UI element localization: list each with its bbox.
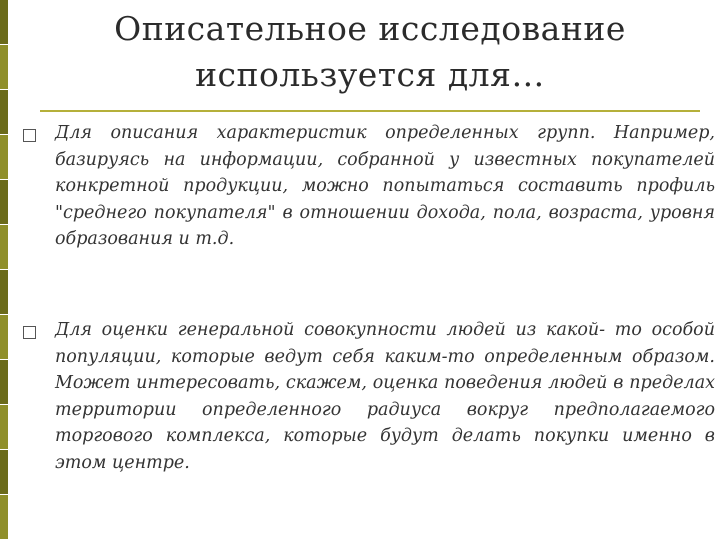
sidebar-segment	[0, 270, 8, 315]
sidebar-segment	[0, 180, 8, 225]
bullet-text: Для оценки генеральной совокупности людей из какой- то особой популяции, которые ведут себя каким-то определенным образом. Может интересовать, скажем, оценка поведения людей в пределах территории определенного радиуса вокруг предполагаемого торгового комплекса, которые будут делать покупки именно в этом центре.	[55, 320, 715, 473]
sidebar-segment	[0, 225, 8, 270]
bullet-text: Для описания характеристик определенных групп. Например, базируясь на информации, собранной у известных покупателей конкретной продукции, можно попытаться составить профиль "среднего покупателя" в отношении дохода, пола, возраста, уровня образования и т.д.	[55, 123, 715, 249]
slide-title: Описательное исследование используется для…	[114, 9, 626, 94]
sidebar-segment	[0, 315, 8, 360]
sidebar-segment	[0, 45, 8, 90]
decorative-sidebar	[0, 0, 8, 540]
sidebar-segment	[0, 135, 8, 180]
hollow-square-icon	[23, 129, 36, 142]
sidebar-segment	[0, 495, 8, 540]
sidebar-segment	[0, 90, 8, 135]
title-divider	[40, 110, 700, 112]
hollow-square-icon	[23, 326, 36, 339]
sidebar-segment	[0, 405, 8, 450]
sidebar-segment	[0, 0, 8, 45]
sidebar-segment	[0, 450, 8, 495]
sidebar-segment	[0, 360, 8, 405]
